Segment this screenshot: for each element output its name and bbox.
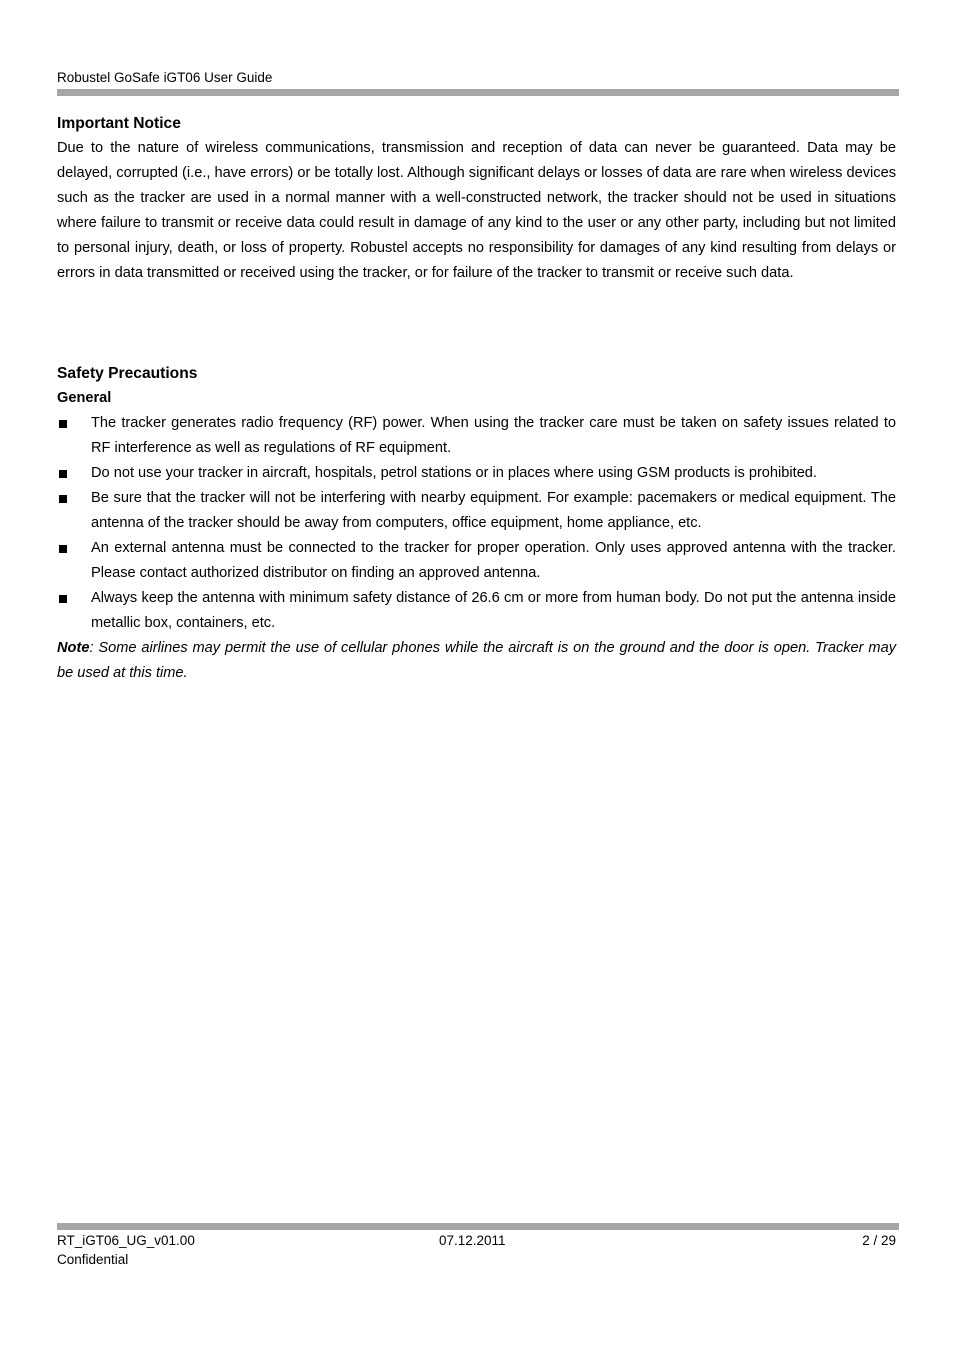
list-item xyxy=(57,586,896,636)
safety-precautions-heading: Safety Precautions xyxy=(57,365,198,382)
safety-bullet-list xyxy=(57,411,896,636)
footer-date: 07.12.2011 xyxy=(439,1233,506,1248)
list-item-text: Always keep the antenna with minimum safety distance of 26.6 cm or more from human body. Do not put the antenna inside metallic box, containers, etc. xyxy=(91,590,896,631)
list-item-text: The tracker generates radio frequency (RF) power. When using the tracker care must be taken on safety issues related to RF interference as well as regulations of RF equipment. xyxy=(91,415,896,456)
list-item xyxy=(57,536,896,586)
square-bullet-icon xyxy=(59,495,67,503)
footer-page-number: 2 / 29 xyxy=(862,1233,896,1248)
note-label: Note xyxy=(57,640,90,656)
list-item-text: Do not use your tracker in aircraft, hospitals, petrol stations or in places where using GSM products is prohibited. xyxy=(91,465,817,481)
square-bullet-icon xyxy=(59,420,67,428)
footer-classification: Confidential xyxy=(57,1252,129,1267)
list-item xyxy=(57,486,896,536)
footer-document-id: RT_iGT06_UG_v01.00 xyxy=(57,1233,195,1248)
note-text: : Some airlines may permit the use of cellular phones while the aircraft is on the ground and the door is open. Tracker may be used at this time. xyxy=(57,640,896,681)
square-bullet-icon xyxy=(59,545,67,553)
header-title: Robustel GoSafe iGT06 User Guide xyxy=(57,70,273,85)
safety-precautions-section xyxy=(57,361,896,686)
list-item-text: An external antenna must be connected to the tracker for proper operation. Only uses approved antenna with the tracker. Please contact authorized distributor on finding an approved antenna. xyxy=(91,540,896,581)
important-notice-body: Due to the nature of wireless communications, transmission and reception of data can never be guaranteed. Data may be delayed, corrupted (i.e., have errors) or be totally lost. Although significant delays or losses of data are rare when wireless devices such as the tracker are used in a normal manner with a well-constructed network, the tracker should not be used in situations where failure to transmit or receive data could result in damage of any kind to the user or any other party, including but not limited to personal injury, death, or loss of property. Robustel accepts no responsibility for damages of any kind resulting from delays or errors in data transmitted or received using the tracker, or for failure of the tracker to transmit or receive such data. xyxy=(57,140,896,281)
square-bullet-icon xyxy=(59,470,67,478)
page-content xyxy=(57,111,896,686)
square-bullet-icon xyxy=(59,595,67,603)
section-spacer xyxy=(57,286,896,361)
list-item-text: Be sure that the tracker will not be interfering with nearby equipment. For example: pacemakers or medical equipment. The antenna of the tracker should be away from computers, office equipment, home appliance, etc. xyxy=(91,490,896,531)
safety-note xyxy=(57,636,896,686)
list-item xyxy=(57,411,896,461)
header-rule xyxy=(57,89,899,96)
important-notice-heading: Important Notice xyxy=(57,115,181,132)
important-notice-section xyxy=(57,111,896,286)
list-item xyxy=(57,461,896,486)
general-subheading: General xyxy=(57,390,112,406)
footer-rule xyxy=(57,1223,899,1230)
